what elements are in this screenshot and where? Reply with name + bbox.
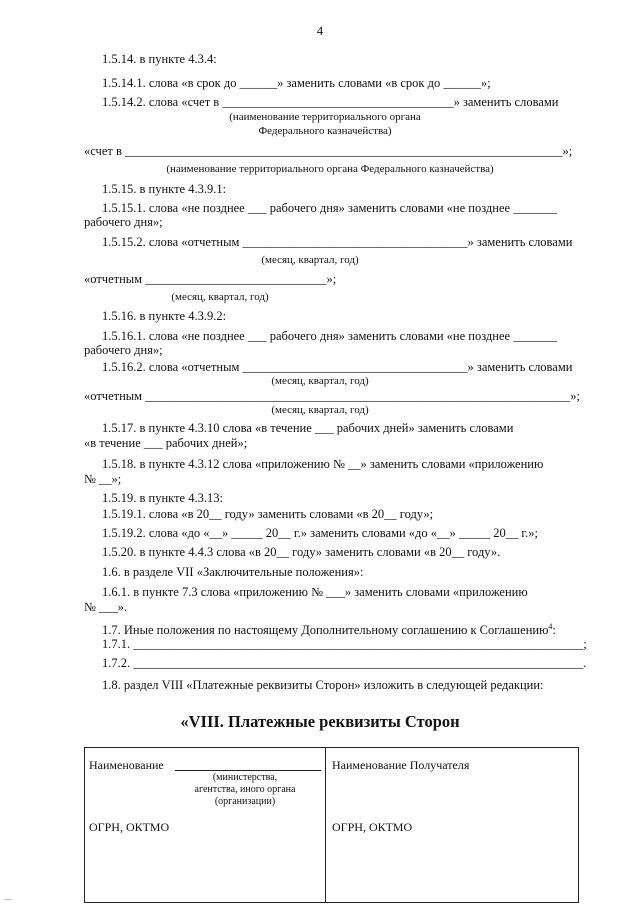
clause-1-5-15-1: 1.5.15.1. слова «не позднее ___ рабочего дня» заменить словами «не позднее _______ xyxy=(102,201,557,215)
payer-name-label: Наименование xyxy=(89,758,164,772)
payer-note-line: (организации) xyxy=(214,796,276,807)
clause-1-5-19-2: 1.5.19.2. слова «до «__» _____ 20__ г.» заменить словами «до «__» _____ 20__ г.»; xyxy=(102,526,538,540)
section-title: «VIII. Платежные реквизиты Сторон xyxy=(180,712,460,731)
recipient-ogrn-label: ОГРН, ОКТМО xyxy=(332,820,413,834)
clause-1-5-18-cont: № __»; xyxy=(84,472,122,486)
caption-period: (месяц, квартал, год) xyxy=(271,375,369,387)
caption-territorial-organ-full: (наименование территориального органа Федерального казначейства) xyxy=(166,163,494,175)
clause-1-5-16-2: 1.5.16.2. слова «отчетным ____________________________________» заменить словами xyxy=(102,360,573,374)
clause-1-7-colon: : xyxy=(552,623,556,638)
clause-1-5-19: 1.5.19. в пункте 4.3.13: xyxy=(102,491,223,505)
reporting-line: «отчетным ____________________________________________________________________»; xyxy=(84,389,580,403)
payer-ogrn-label: ОГРН, ОКТМО xyxy=(89,820,170,834)
clause-1-5-16-1-cont: рабочего дня»; xyxy=(84,343,163,357)
clause-1-5-14-2: 1.5.14.2. слова «счет в _____________________________________» заменить словами xyxy=(102,95,559,109)
clause-1-7-text: 1.7. Иные положения по настоящему Дополнительному соглашению к Соглашению xyxy=(102,623,549,638)
caption-period: (месяц, квартал, год) xyxy=(171,291,269,303)
clause-1-5-14: 1.5.14. в пункте 4.3.4: xyxy=(102,52,217,66)
clause-1-7-2: 1.7.2. ________________________________________________________________________. xyxy=(102,656,587,670)
payment-details-table xyxy=(84,747,579,903)
clause-1-5-18: 1.5.18. в пункте 4.3.12 слова «приложению № __» заменить словами «приложению xyxy=(102,457,544,471)
payer-name-underline xyxy=(175,770,321,771)
clause-1-5-17: 1.5.17. в пункте 4.3.10 слова «в течение ___ рабочих дней» заменить словами xyxy=(102,421,514,435)
caption-territorial-organ: (наименование территориального органа xyxy=(229,111,421,123)
reporting-line: «отчетным _____________________________»; xyxy=(84,272,337,286)
clause-1-5-19-1: 1.5.19.1. слова «в 20__ году» заменить словами «в 20__ году»; xyxy=(102,507,434,521)
clause-1-5-16-1: 1.5.16.1. слова «не позднее ___ рабочего дня» заменить словами «не позднее _______ xyxy=(102,329,557,343)
clause-1-5-15-1-cont: рабочего дня»; xyxy=(84,215,163,229)
clause-1-5-15: 1.5.15. в пункте 4.3.9.1: xyxy=(102,182,227,196)
payer-cell xyxy=(85,748,326,903)
page-number: 4 xyxy=(316,24,324,38)
clause-1-5-16: 1.5.16. в пункте 4.3.9.2: xyxy=(102,309,227,323)
clause-1-8: 1.8. раздел VIII «Платежные реквизиты Сторон» изложить в следующей редакции: xyxy=(102,678,544,692)
payer-note xyxy=(165,772,325,808)
footnote-ref: 4 xyxy=(548,622,553,631)
recipient-cell xyxy=(326,748,579,903)
clause-1-5-15-2: 1.5.15.2. слова «отчетным ____________________________________» заменить словами xyxy=(102,235,573,249)
account-line: «счет в ______________________________________________________________________»; xyxy=(84,144,573,158)
caption-period: (месяц, квартал, год) xyxy=(261,254,359,266)
clause-1-6-1-cont: № ___». xyxy=(84,600,128,614)
clause-1-6: 1.6. в разделе VII «Заключительные положения»: xyxy=(102,565,364,579)
caption-period: (месяц, квартал, год) xyxy=(271,404,369,416)
payer-note-line: (министерства, xyxy=(212,772,278,783)
clause-1-5-17-cont: «в течение ___ рабочих дней»; xyxy=(84,436,248,450)
clause-1-7-1: 1.7.1. ________________________________________________________________________; xyxy=(102,637,587,651)
clause-1-6-1: 1.6.1. в пункте 7.3 слова «приложению № ___» заменить словами «приложению xyxy=(102,585,528,599)
scan-mark: .... xyxy=(4,893,12,902)
clause-1-7 xyxy=(102,619,556,638)
payer-note-line: агентства, иного органа xyxy=(194,784,296,795)
clause-1-5-14-1: 1.5.14.1. слова «в срок до ______» заменить словами «в срок до ______»; xyxy=(102,76,491,90)
caption-treasury: Федерального казначейства) xyxy=(258,125,392,137)
clause-1-5-20: 1.5.20. в пункте 4.4.3 слова «в 20__ году» заменить словами «в 20__ году». xyxy=(102,545,501,559)
recipient-name-label: Наименование Получателя xyxy=(332,758,470,772)
